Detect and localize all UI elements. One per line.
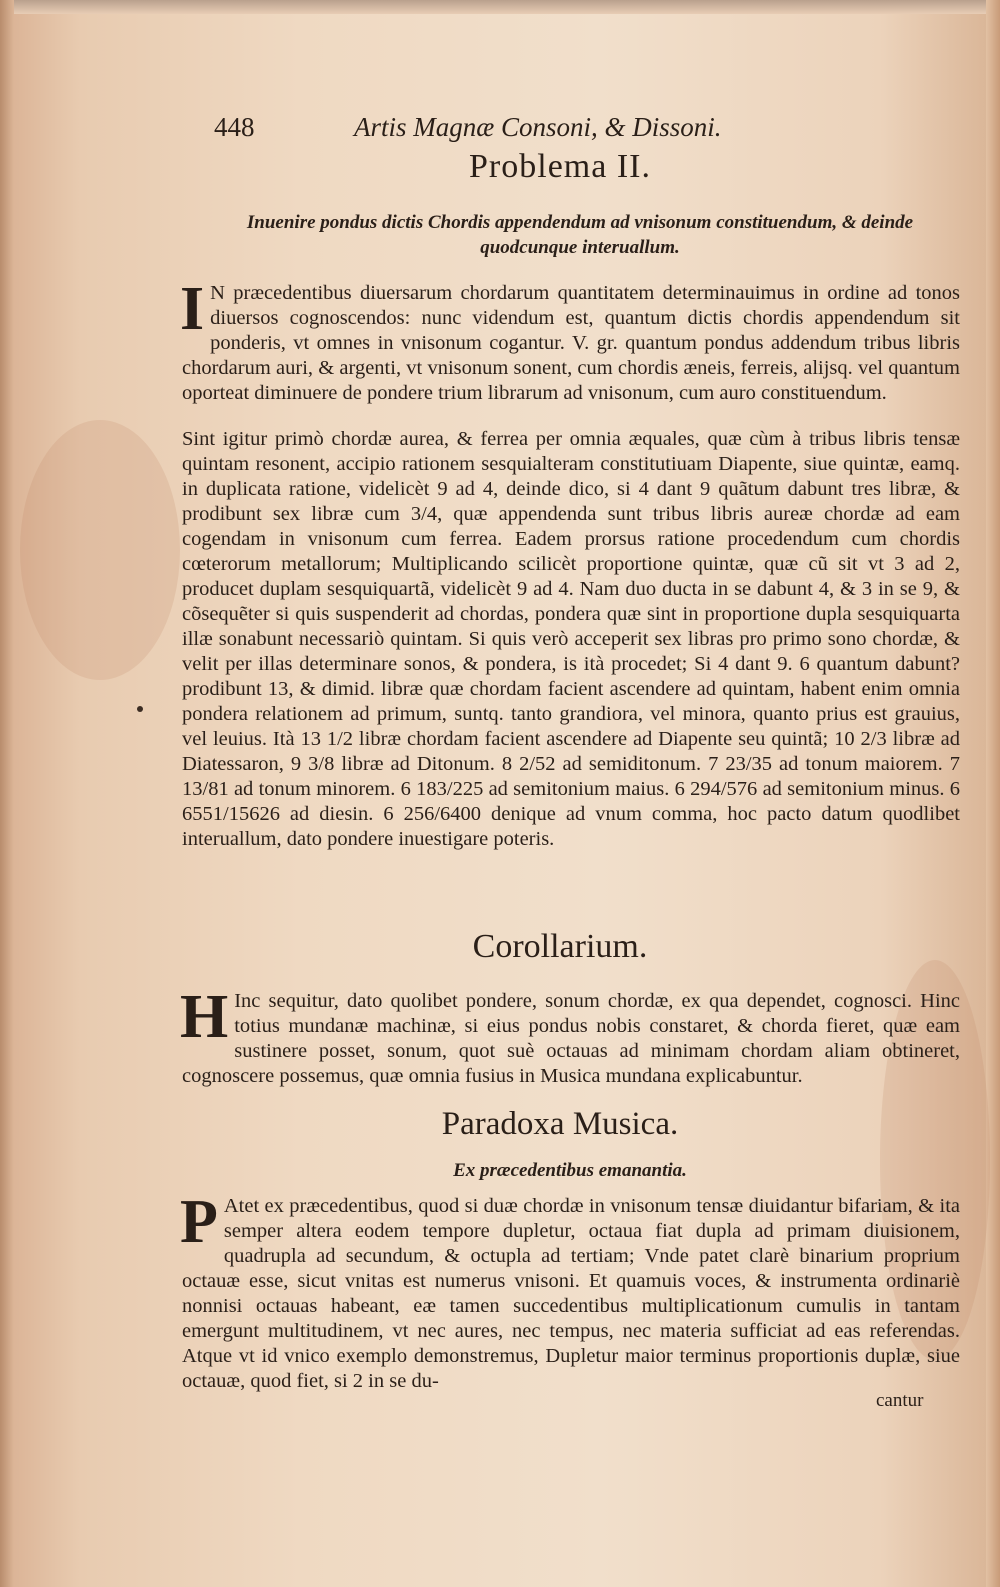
drop-cap-initial: P [180, 1188, 218, 1256]
drop-cap-initial: H [180, 983, 229, 1051]
problem-paragraph-1 [180, 275, 960, 431]
paper-stain [20, 420, 180, 680]
problem-title: Problema II. [469, 148, 651, 185]
paradoxa-paragraph [180, 1188, 960, 1414]
corollarium-paragraph [180, 983, 960, 1089]
paradoxa-title: Paradoxa Musica. [441, 1106, 679, 1142]
drop-cap-initial: I [180, 275, 205, 343]
page-top-edge [0, 0, 1000, 14]
ink-dot [137, 706, 143, 712]
paragraph-text: N præcedentibus diuersarum chordarum quantitatem determinauimus in ordine ad tonos diuersos cognoscendos: nunc videndum est, quantum dictis chordis appendendum sit ponderis, vt omnes in vnisonum cogantur. V. gr. quantum pondus addendum tribus libris chordarum auri, & argenti, vt vnisonum sonent, cum chordis æneis, ferreis, alijsq. vel quantum oporteat diminuere de pondere trium librarum ad vnisonum, cum auro constituendum. [182, 282, 960, 404]
catchword: cantur [876, 1390, 924, 1411]
page-right-edge [986, 0, 1000, 1587]
page-header [214, 112, 774, 152]
running-title: Artis Magnæ Consoni, & Dissoni. [354, 112, 722, 142]
page-number: 448 [214, 112, 255, 142]
page-left-edge [0, 0, 14, 1587]
paragraph-text: Atet ex præcedentibus, quod si duæ chordæ in vnisonum tensæ diuidantur bifariam, & ita semper altera eodem tempore dupletur, octaua fiat dupla ad primam diuisionem, quadrupla ad secundum, & octupla ad tertiam; Vnde patet clarè binarium proprium octauæ esse, sicut vnitas est numerus vnisoni. Et quamuis voces, & instrumenta ordinariè nonnisi octauas habeant, eæ tamen succedentibus multiplicationum cumulis in tantam emergunt multitudinem, vt nec aures, nec tempus, nec materia sufficiat ad eas referendas. Atque vt id vnico exemplo demonstremus, Dupletur maior terminus proportionis duplæ, siue octauæ, quod fiet, si 2 in se du- [182, 1195, 960, 1392]
paragraph-text: Inc sequitur, dato quolibet pondere, sonum chordæ, ex qua dependet, cognosci. Hinc totius mundanæ machinæ, si eius pondus nobis constaret, & chorda fieret, quæ eam sustinere posset, sonum, quot suè octauas ad minimam chordam aliam obtineret, cognoscere possemus, quæ omnia fusius in Musica mundana explicabuntur. [182, 990, 960, 1087]
problem-paragraph-2: Sint igitur primò chordæ aurea, & ferrea per omnia æquales, quæ cùm à tribus libris tensæ quintam resonent, accipio rationem sesquialteram constitutiuam Diapente, siue quintæ, eamq. in duplicata ratione, videlicèt 9 ad 4, deinde dico, si 4 dant 9 quãtum dabunt tres libræ, & prodibunt sex libræ cum 3/4, quæ appendenda sunt tribus libris aureæ chordæ ad eam cogendam in vnisonum cum ferrea. Eadem prorsus ratione procedendum cum chordis cœterorum metallorum; Multiplicando scilicèt proportione quintæ, quæ cũ sit vt 3 ad 2, producet duplam sesquiquartã, videlicèt 9 ad 4. Nam duo ducta in se dabunt 4, & 3 in se 9, & cõsequẽter si quis suspenderit ad chordas, pondera quæ sint in proportione dupla sesquiquarta illæ sonabunt necessariò quintam. Si quis verò acceperit sex libras pro primo sono chordæ, & velit per illas determinare sonos, & pondera, is ità procedet; Si 4 dant 9. 6 quantum dabunt? prodibunt 13, & dimid. libræ quæ chordam facient ascendere ad quintam, habent enim omnia pondera relationem ad primum, suntq. tanto grandiora, vel minora, quanto prius est grauius, vel leuius. Ità 13 1/2 libræ chordam facient ascendere ad Diapente seu quintã; 10 2/3 libræ ad Diatessaron, 9 3/8 libræ ad Ditonum. 8 2/52 ad semiditonum. 7 23/35 ad tonum maiorem. 7 13/81 ad tonum minorem. 6 183/225 ad semitonium maius. 6 294/576 ad semitonium minus. 6 6551/15626 ad diesin. 6 256/6400 denique ad vnum comma, hoc pacto datum quodlibet interuallum, dato pondere inuestigare poteris. [182, 428, 960, 850]
problem-subtitle: Inuenire pondus dictis Chordis appendendum ad vnisonum constituendum, & deinde quodcunque interuallum. [246, 212, 914, 258]
corollarium-title: Corollarium. [472, 928, 648, 965]
paradoxa-subtitle: Ex præcedentibus emanantia. [453, 1160, 687, 1181]
